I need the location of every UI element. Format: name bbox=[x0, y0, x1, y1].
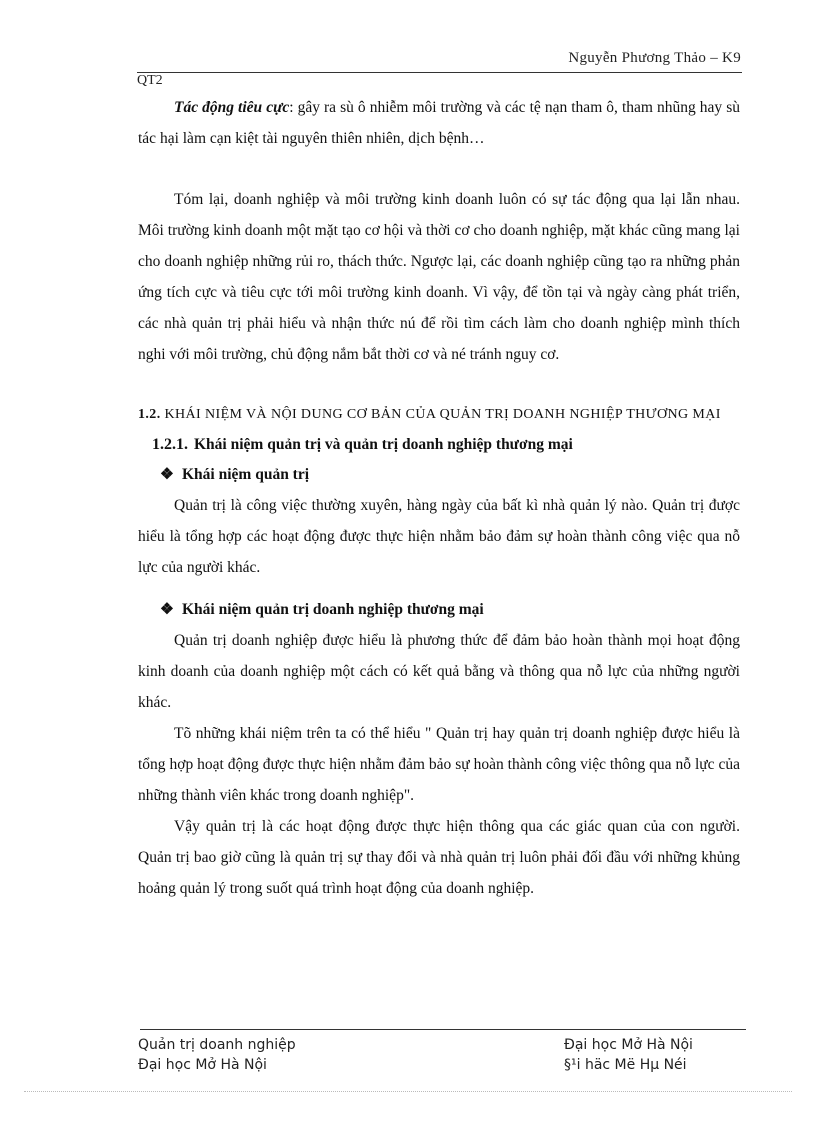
footer-rule bbox=[140, 1029, 746, 1030]
bullet-heading-management bbox=[138, 460, 740, 490]
spacer bbox=[138, 583, 740, 595]
page-bottom-border bbox=[24, 1091, 792, 1092]
subsection-title: Khái niệm quản trị và quản trị doanh nghiệp thương mại bbox=[194, 436, 573, 453]
section-number: 1.2. bbox=[138, 407, 161, 422]
page-body bbox=[138, 92, 740, 904]
bullet-heading-commercial-management bbox=[138, 595, 740, 625]
header-rule bbox=[137, 72, 742, 73]
footer-university-secondary: Đại học Mở Hà Nội bbox=[138, 1057, 267, 1073]
negative-impact-text: : gây ra sù ô nhiễm môi trường và các tệ nạn tham ô, tham nhũng hay sù tác hại làm cạn kiệt tài nguyên thiên nhiên, dịch bệnh… bbox=[138, 99, 740, 147]
paragraph-understanding: Tõ những khái niệm trên ta có thể hiểu " Quản trị hay quản trị doanh nghiệp được hiểu là tổng hợp hoạt động được thực hiện nhằm đảm bảo sự hoàn thành công việc thông qua nỗ lực của những thành viên khác trong doanh nghiệp". bbox=[138, 725, 740, 804]
paragraph-summary: Tóm lại, doanh nghiệp và môi trường kinh doanh luôn có sự tác động qua lại lẫn nhau. Môi trường kinh doanh một mặt tạo cơ hội và thời cơ cho doanh nghiệp, mặt khác cũng mang lại cho doanh nghiệp những rủi ro, thách thức. Ngược lại, các doanh nghiệp cũng tạo ra những phản ứng tích cực và tiêu cực tới môi trường kinh doanh. Vì vậy, để tồn tại và ngày càng phát triển, các nhà quản trị phải hiểu và nhận thức nú để rồi tìm cách làm cho doanh nghiệp mình thích nghi với môi trường, chủ động nắm bắt thời cơ và né tránh nguy cơ. bbox=[138, 191, 740, 363]
diamond-bullet-icon: ❖ bbox=[160, 601, 174, 618]
header-class-code: QT2 bbox=[137, 73, 163, 88]
paragraph-enterprise-management: Quản trị doanh nghiệp được hiểu là phương thức để đảm bảo hoàn thành mọi hoạt động kinh doanh của doanh nghiệp một cách có kết quả bằng và thông qua nỗ lực của những người khác. bbox=[138, 632, 740, 711]
header-author: Nguyễn Phương Thảo – K9 bbox=[568, 50, 741, 66]
spacer bbox=[138, 370, 740, 400]
paragraph-management-definition: Quản trị là công việc thường xuyên, hàng ngày của bất kì nhà quản lý nào. Quản trị được hiểu là tổng hợp các hoạt động được thực hiện nhằm bảo đảm sự hoàn thành công việc qua nỗ lực của người khác. bbox=[138, 497, 740, 576]
section-heading bbox=[138, 400, 740, 430]
footer-university: Đại học Mở Hà Nội bbox=[564, 1037, 693, 1053]
negative-impact-term: Tác động tiêu cực bbox=[174, 99, 290, 116]
subsection-heading bbox=[138, 430, 740, 460]
paragraph-negative-impact bbox=[138, 92, 740, 154]
paragraph-conclusion: Vậy quản trị là các hoạt động được thực hiện thông qua các giác quan của con người. Quản trị bao giờ cũng là quản trị sự thay đổi và nhà quản trị luôn phải đối đầu với những khủng hoảng quản lý trong suốt quá trình hoạt động của doanh nghiệp. bbox=[138, 818, 740, 897]
diamond-bullet-icon: ❖ bbox=[160, 466, 174, 483]
section-title: KHÁI NIỆM VÀ NỘI DUNG CƠ BẢN CỦA QUẢN TRỊ DOANH NGHIỆP THƯƠNG MẠI bbox=[164, 407, 721, 422]
spacer bbox=[138, 154, 740, 184]
bullet-heading-label: Khái niệm quản trị doanh nghiệp thương mại bbox=[182, 601, 484, 618]
footer-university-encoded: §¹i häc Më Hµ Néi bbox=[564, 1057, 687, 1073]
bullet-heading-label: Khái niệm quản trị bbox=[182, 466, 310, 483]
footer-subject: Quản trị doanh nghiệp bbox=[138, 1037, 296, 1053]
subsection-number: 1.2.1. bbox=[152, 436, 188, 453]
